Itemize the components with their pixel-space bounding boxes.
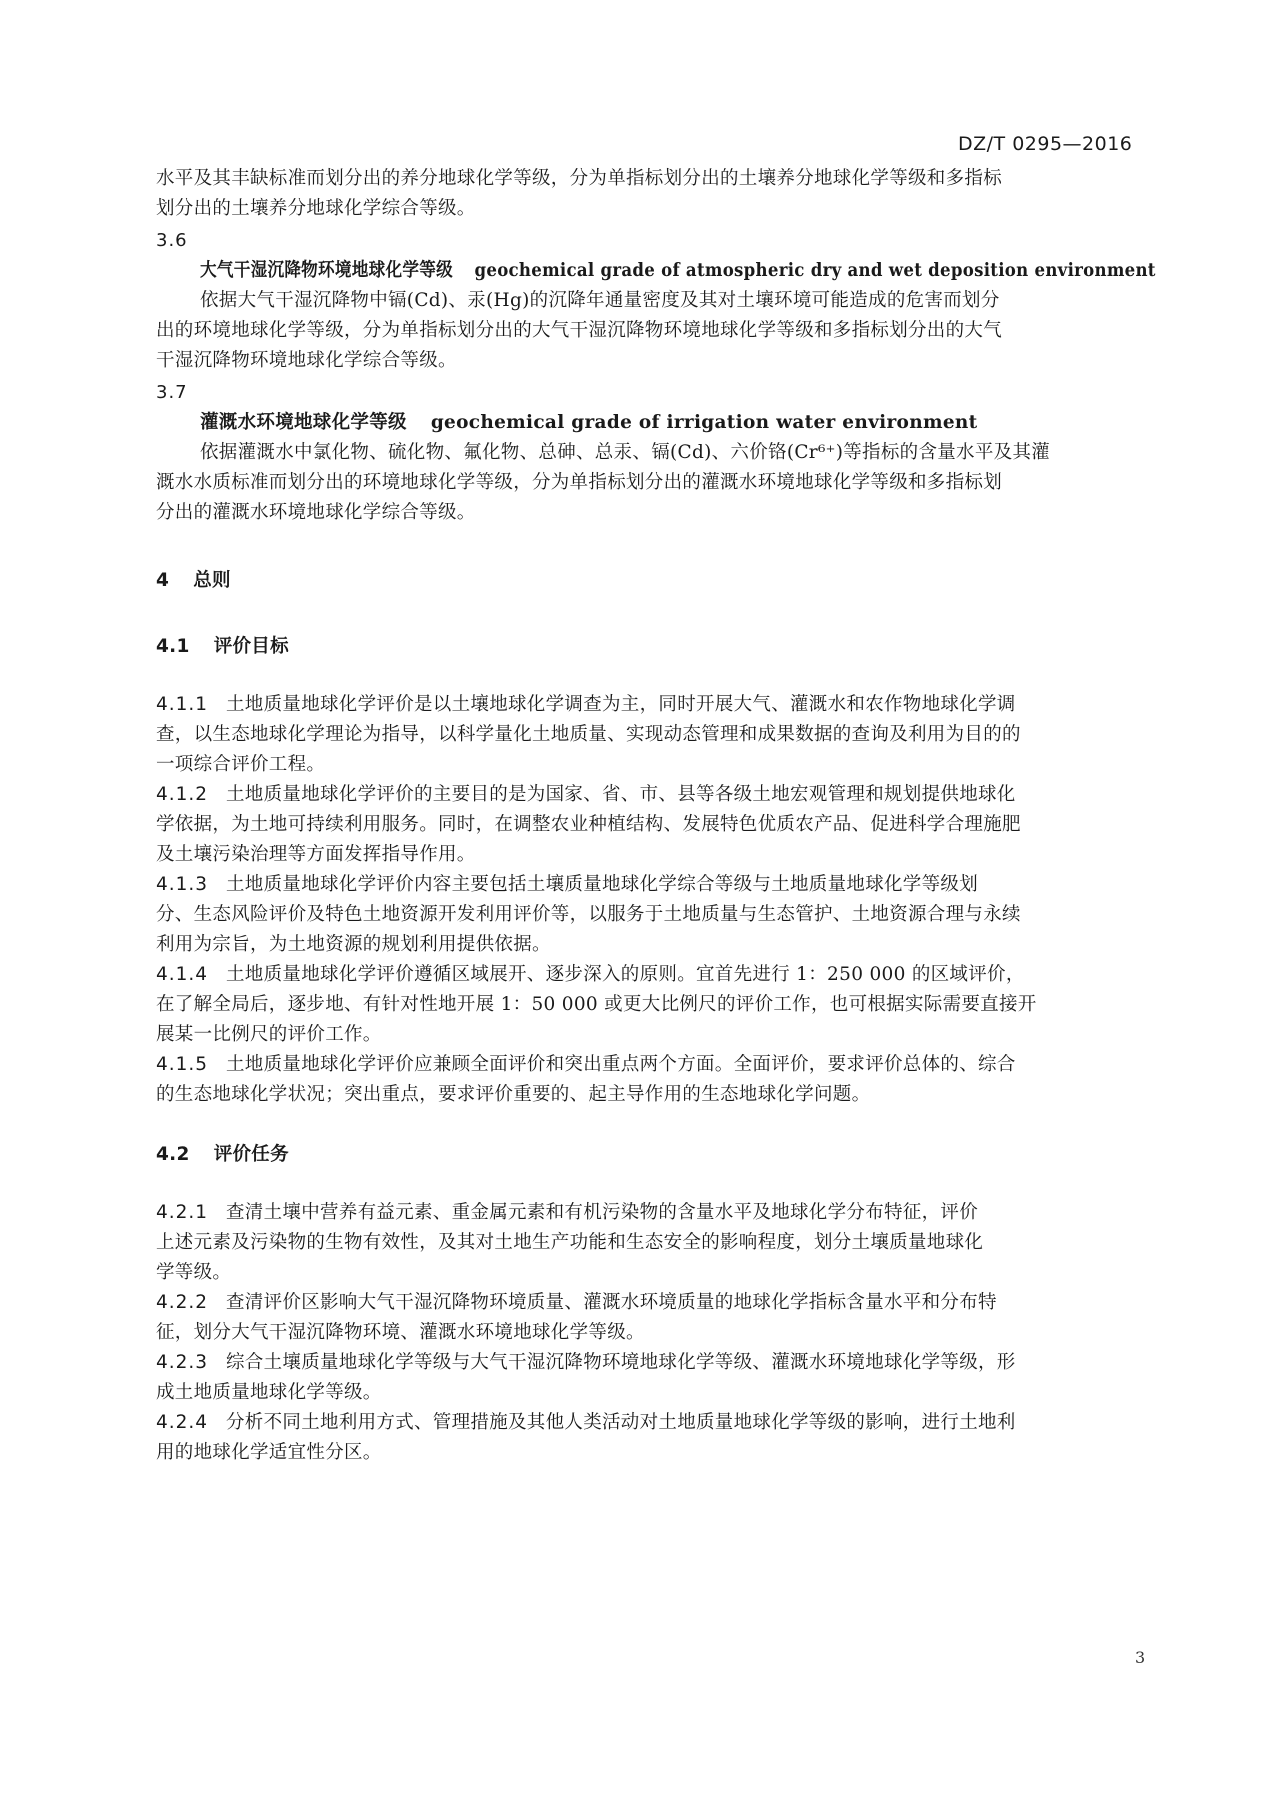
- paragraph-line: 用的地球化学适宜性分区。: [156, 1442, 382, 1463]
- paragraph-line: 分出的灌溉水环境地球化学综合等级。: [156, 502, 476, 523]
- page-number: 3: [1135, 1648, 1146, 1667]
- clause-line: [156, 1198, 978, 1228]
- paragraph-line: 的生态地球化学状况；突出重点，要求评价重要的、起主导作用的生态地球化学问题。: [156, 1084, 871, 1105]
- section-heading: [156, 566, 231, 596]
- section-title: 评价任务: [213, 1144, 289, 1165]
- paragraph-line: 溉水水质标准而划分出的环境地球化学等级，分为单指标划分出的灌溉水环境地球化学等级和多指标划: [156, 472, 1003, 493]
- paragraph-line: 查，以生态地球化学理论为指导，以科学量化土地质量、实现动态管理和成果数据的查询及利用为目的的: [156, 724, 1021, 745]
- paragraph-line: 展某一比例尺的评价工作。: [156, 1024, 382, 1045]
- paragraph-line: 划分出的土壤养分地球化学综合等级。: [156, 198, 476, 219]
- paragraph-line: 征，划分大气干湿沉降物环境、灌溉水环境地球化学等级。: [156, 1322, 645, 1343]
- section-number: 4.2: [156, 1144, 190, 1165]
- section-title: 总则: [193, 570, 231, 591]
- term-chinese: 灌溉水环境地球化学等级: [200, 412, 407, 433]
- paragraph-line: 一项综合评价工程。: [156, 754, 326, 775]
- definition-number: 3.6: [156, 230, 188, 251]
- clause-line: [156, 780, 1016, 810]
- clause-line: [156, 1288, 997, 1318]
- clause-text: 土地质量地球化学评价遵循区域展开、逐步深入的原则。宜首先进行 1：250 000 的区域评价，: [226, 964, 1025, 985]
- clause-text: 分析不同土地利用方式、管理措施及其他人类活动对土地质量地球化学等级的影响，进行土地利: [226, 1412, 1016, 1433]
- clause-line: [156, 1348, 1016, 1378]
- clause-text: 综合土壤质量地球化学等级与大气干湿沉降物环境地球化学等级、灌溉水环境地球化学等级，形: [226, 1352, 1016, 1373]
- paragraph-line: 依据大气干湿沉降物中镉(Cd)、汞(Hg)的沉降年通量密度及其对土壤环境可能造成的危害而划分: [200, 290, 1000, 311]
- clause-text: 查清土壤中营养有益元素、重金属元素和有机污染物的含量水平及地球化学分布特征，评价: [226, 1202, 979, 1223]
- section-title: 评价目标: [213, 636, 289, 657]
- paragraph-line: 依据灌溉水中氯化物、硫化物、氟化物、总砷、总汞、镉(Cd)、六价铬(Cr⁶⁺)等指标的含量水平及其灌: [200, 442, 1051, 463]
- paragraph-line: 干湿沉降物环境地球化学综合等级。: [156, 350, 457, 371]
- clause-number: 4.2.1: [156, 1202, 209, 1223]
- clause-number: 4.1.2: [156, 784, 209, 805]
- paragraph-line: 出的环境地球化学等级，分为单指标划分出的大气干湿沉降物环境地球化学等级和多指标划分出的大气: [156, 320, 1003, 341]
- subsection-heading: [156, 1140, 289, 1170]
- clause-number: 4.2.3: [156, 1352, 209, 1373]
- clause-line: [156, 1408, 1016, 1438]
- paragraph-line: 成土地质量地球化学等级。: [156, 1382, 382, 1403]
- clause-line: [156, 690, 1016, 720]
- paragraph-line: 分、生态风险评价及特色土地资源开发利用评价等，以服务于土地质量与生态管护、土地资源合理与永续: [156, 904, 1021, 925]
- paragraph-line: 学等级。: [156, 1262, 232, 1283]
- term-chinese: 大气干湿沉降物环境地球化学等级: [200, 260, 453, 281]
- paragraph-line: 在了解全局后，逐步地、有针对性地开展 1：50 000 或更大比例尺的评价工作，也可根据实际需要直接开: [156, 994, 1037, 1015]
- definition-term: [200, 408, 978, 438]
- paragraph-line: 学依据，为土地可持续利用服务。同时，在调整农业种植结构、发展特色优质农产品、促进科学合理施肥: [156, 814, 1021, 835]
- paragraph-line: 及土壤污染治理等方面发挥指导作用。: [156, 844, 476, 865]
- clause-number: 4.2.4: [156, 1412, 209, 1433]
- clause-text: 土地质量地球化学评价是以土壤地球化学调查为主，同时开展大气、灌溉水和农作物地球化学调: [226, 694, 1016, 715]
- clause-number: 4.1.4: [156, 964, 209, 985]
- clause-text: 土地质量地球化学评价内容主要包括土壤质量地球化学综合等级与土地质量地球化学等级划: [226, 874, 979, 895]
- clause-line: [156, 1050, 1016, 1080]
- paragraph-line: 利用为宗旨，为土地资源的规划利用提供依据。: [156, 934, 551, 955]
- term-english: geochemical grade of irrigation water environment: [430, 412, 978, 433]
- clause-number: 4.1.1: [156, 694, 209, 715]
- definition-term: [200, 256, 1156, 286]
- clause-text: 土地质量地球化学评价的主要目的是为国家、省、市、县等各级土地宏观管理和规划提供地球化: [226, 784, 1016, 805]
- term-english: geochemical grade of atmospheric dry and wet deposition environment: [474, 260, 1156, 281]
- clause-line: [156, 960, 1025, 990]
- section-number: 4.1: [156, 636, 190, 657]
- clause-text: 查清评价区影响大气干湿沉降物环境质量、灌溉水环境质量的地球化学指标含量水平和分布特: [226, 1292, 997, 1313]
- clause-text: 土地质量地球化学评价应兼顾全面评价和突出重点两个方面。全面评价，要求评价总体的、综合: [226, 1054, 1016, 1075]
- clause-line: [156, 870, 978, 900]
- paragraph-line: 上述元素及污染物的生物有效性，及其对土地生产功能和生态安全的影响程度，划分土壤质量地球化: [156, 1232, 984, 1253]
- standard-code: DZ/T 0295—2016: [958, 133, 1133, 155]
- definition-number: 3.7: [156, 382, 188, 403]
- clause-number: 4.1.3: [156, 874, 209, 895]
- clause-number: 4.1.5: [156, 1054, 209, 1075]
- paragraph-line: 水平及其丰缺标准而划分出的养分地球化学等级，分为单指标划分出的土壤养分地球化学等级和多指标: [156, 168, 1003, 189]
- section-number: 4: [156, 570, 170, 591]
- subsection-heading: [156, 632, 289, 662]
- clause-number: 4.2.2: [156, 1292, 209, 1313]
